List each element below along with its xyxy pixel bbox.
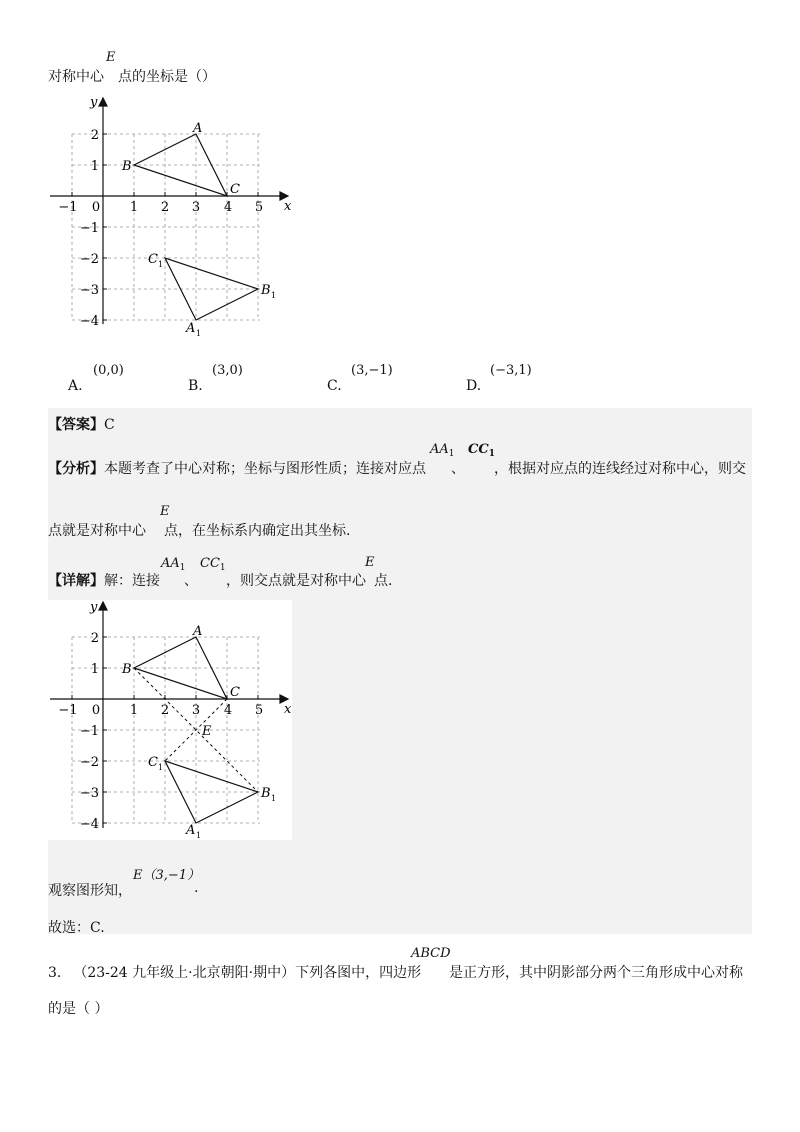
analysis-line-1 bbox=[48, 458, 426, 478]
detail-text-1: 解：连接 bbox=[104, 573, 160, 589]
analysis-tag: 【分析】 bbox=[48, 461, 104, 477]
answer-line bbox=[48, 414, 115, 434]
x-tick-label: 1 bbox=[129, 703, 139, 718]
point-a-label: A bbox=[193, 121, 203, 136]
y-tick-label: −2 bbox=[79, 755, 99, 770]
x-tick-label: 0 bbox=[91, 200, 101, 215]
option-d-value: (−3,1) bbox=[490, 363, 532, 378]
detail-line bbox=[48, 570, 160, 590]
option-a-value: (0,0) bbox=[93, 363, 124, 378]
y-tick-label: −4 bbox=[79, 817, 99, 832]
next-question-source: （23-24 九年级上·北京朝阳·期中）下列各图中，四边形 bbox=[73, 965, 422, 981]
x-tick-label: 1 bbox=[129, 200, 139, 215]
x-tick-label: 0 bbox=[91, 703, 101, 718]
x-tick-labels bbox=[58, 200, 263, 215]
detail-text-2: ，则交点就是对称中心 bbox=[226, 573, 366, 589]
analysis-text-2: ，根据对应点的连线经过对称中心，则交 bbox=[494, 461, 746, 477]
choice-text: 故选：C. bbox=[48, 920, 105, 936]
option-d-label[interactable]: D. bbox=[466, 378, 482, 394]
x-tick-label: 4 bbox=[223, 200, 233, 215]
detail-tag: 【详解】 bbox=[48, 573, 104, 589]
option-b-label[interactable]: B. bbox=[188, 378, 203, 394]
analysis-text-4: 点，在坐标系内确定出其坐标. bbox=[164, 523, 351, 539]
next-question-text-after: 是正方形，其中阴影部分两个三角形成中心对称 bbox=[449, 965, 743, 981]
option-c-label[interactable]: C. bbox=[327, 378, 342, 394]
x-tick-label: −1 bbox=[58, 703, 78, 718]
point-b-label: B bbox=[122, 662, 132, 677]
observe-math: E（3,−1） bbox=[133, 868, 201, 883]
point-c1-label: C bbox=[148, 755, 158, 770]
option-a-label[interactable]: A. bbox=[68, 378, 83, 394]
grid-lines bbox=[72, 637, 260, 823]
analysis-sep: 、 bbox=[451, 461, 465, 477]
x-tick-label: 5 bbox=[254, 200, 264, 215]
axis-y-label: y bbox=[90, 600, 98, 615]
axis-y-label: y bbox=[90, 95, 98, 110]
point-b1-label: B bbox=[261, 283, 271, 298]
x-tick-label: 5 bbox=[254, 703, 264, 718]
observe-line bbox=[48, 880, 132, 900]
observe-text: 观察图形知， bbox=[48, 883, 132, 899]
y-tick-label: 2 bbox=[90, 631, 99, 646]
analysis-math-e: E bbox=[160, 504, 170, 519]
x-tick-label: −1 bbox=[58, 200, 78, 215]
point-c1-sub: 1 bbox=[158, 763, 164, 772]
y-tick-label: −4 bbox=[79, 314, 99, 329]
intro-text-before: 对称中心 bbox=[48, 69, 104, 85]
axis-x-label: x bbox=[284, 199, 292, 214]
x-tick-label: 3 bbox=[191, 200, 201, 215]
next-question-math: ABCD bbox=[411, 946, 451, 961]
analysis-text-1: 本题考查了中心对称；坐标与图形性质；连接对应点 bbox=[104, 461, 426, 477]
x-tick-label: 3 bbox=[191, 703, 201, 718]
analysis-math-aa1: $AA_1$ bbox=[430, 442, 455, 459]
point-a1-label: A bbox=[186, 823, 196, 838]
point-c1-sub: 1 bbox=[158, 260, 164, 269]
intro-text-after: 点的坐标是（） bbox=[118, 69, 216, 85]
intro-math-e: E bbox=[106, 50, 116, 65]
point-e-label: E bbox=[202, 724, 212, 739]
next-question-line-1 bbox=[48, 962, 421, 982]
analysis-text-3: 点就是对称中心 bbox=[48, 523, 146, 539]
detail-sep: 、 bbox=[184, 573, 198, 589]
y-tick-label: −3 bbox=[79, 283, 99, 298]
x-tick-label: 2 bbox=[160, 703, 170, 718]
y-tick-label: 1 bbox=[90, 662, 99, 677]
grid-lines bbox=[72, 134, 260, 320]
axis-x-label: x bbox=[284, 702, 292, 717]
detail-math-aa1: $AA_1$ bbox=[161, 556, 186, 573]
y-tick-label: 1 bbox=[90, 159, 99, 174]
analysis-line-2 bbox=[48, 520, 350, 540]
y-tick-label: −1 bbox=[79, 221, 99, 236]
coordinate-figure-1 bbox=[48, 92, 298, 342]
y-tick-labels bbox=[80, 128, 99, 329]
point-a1-label: A bbox=[186, 321, 196, 336]
point-b1-label: B bbox=[261, 786, 271, 801]
point-b-label: B bbox=[122, 159, 132, 174]
detail-math-cc1: $CC_1$ bbox=[200, 556, 226, 573]
y-tick-label: −3 bbox=[79, 786, 99, 801]
point-c1-label: C bbox=[148, 252, 158, 267]
point-a1-sub: 1 bbox=[196, 329, 202, 338]
answer-value: C bbox=[104, 417, 115, 433]
point-labels bbox=[121, 121, 276, 338]
y-tick-label: −2 bbox=[79, 252, 99, 267]
x-tick-label: 2 bbox=[160, 200, 170, 215]
next-question-number: 3. bbox=[48, 965, 62, 981]
analysis-math-cc1: $CC_1$ bbox=[468, 442, 495, 459]
choice-line bbox=[48, 917, 105, 937]
x-tick-labels bbox=[58, 703, 263, 718]
option-c-value: (3,−1) bbox=[351, 363, 393, 378]
option-b-value: (3,0) bbox=[212, 363, 243, 378]
answer-tag: 【答案】 bbox=[48, 417, 104, 433]
point-b1-sub: 1 bbox=[271, 794, 277, 803]
observe-period: . bbox=[194, 880, 199, 896]
next-question-line-2: 的是（ ） bbox=[48, 1001, 109, 1017]
y-tick-labels bbox=[80, 631, 99, 832]
point-a1-sub: 1 bbox=[196, 831, 202, 840]
coordinate-figure-2 bbox=[48, 600, 298, 840]
y-tick-label: −1 bbox=[79, 724, 99, 739]
question-intro bbox=[48, 66, 216, 86]
point-b1-sub: 1 bbox=[271, 291, 277, 300]
detail-math-e: E bbox=[365, 555, 375, 570]
point-a-label: A bbox=[193, 624, 203, 639]
point-c-label: C bbox=[230, 182, 240, 197]
point-c-label: C bbox=[230, 685, 240, 700]
x-tick-label: 4 bbox=[223, 703, 233, 718]
y-tick-label: 2 bbox=[90, 128, 99, 143]
detail-text-3: 点. bbox=[374, 573, 393, 589]
